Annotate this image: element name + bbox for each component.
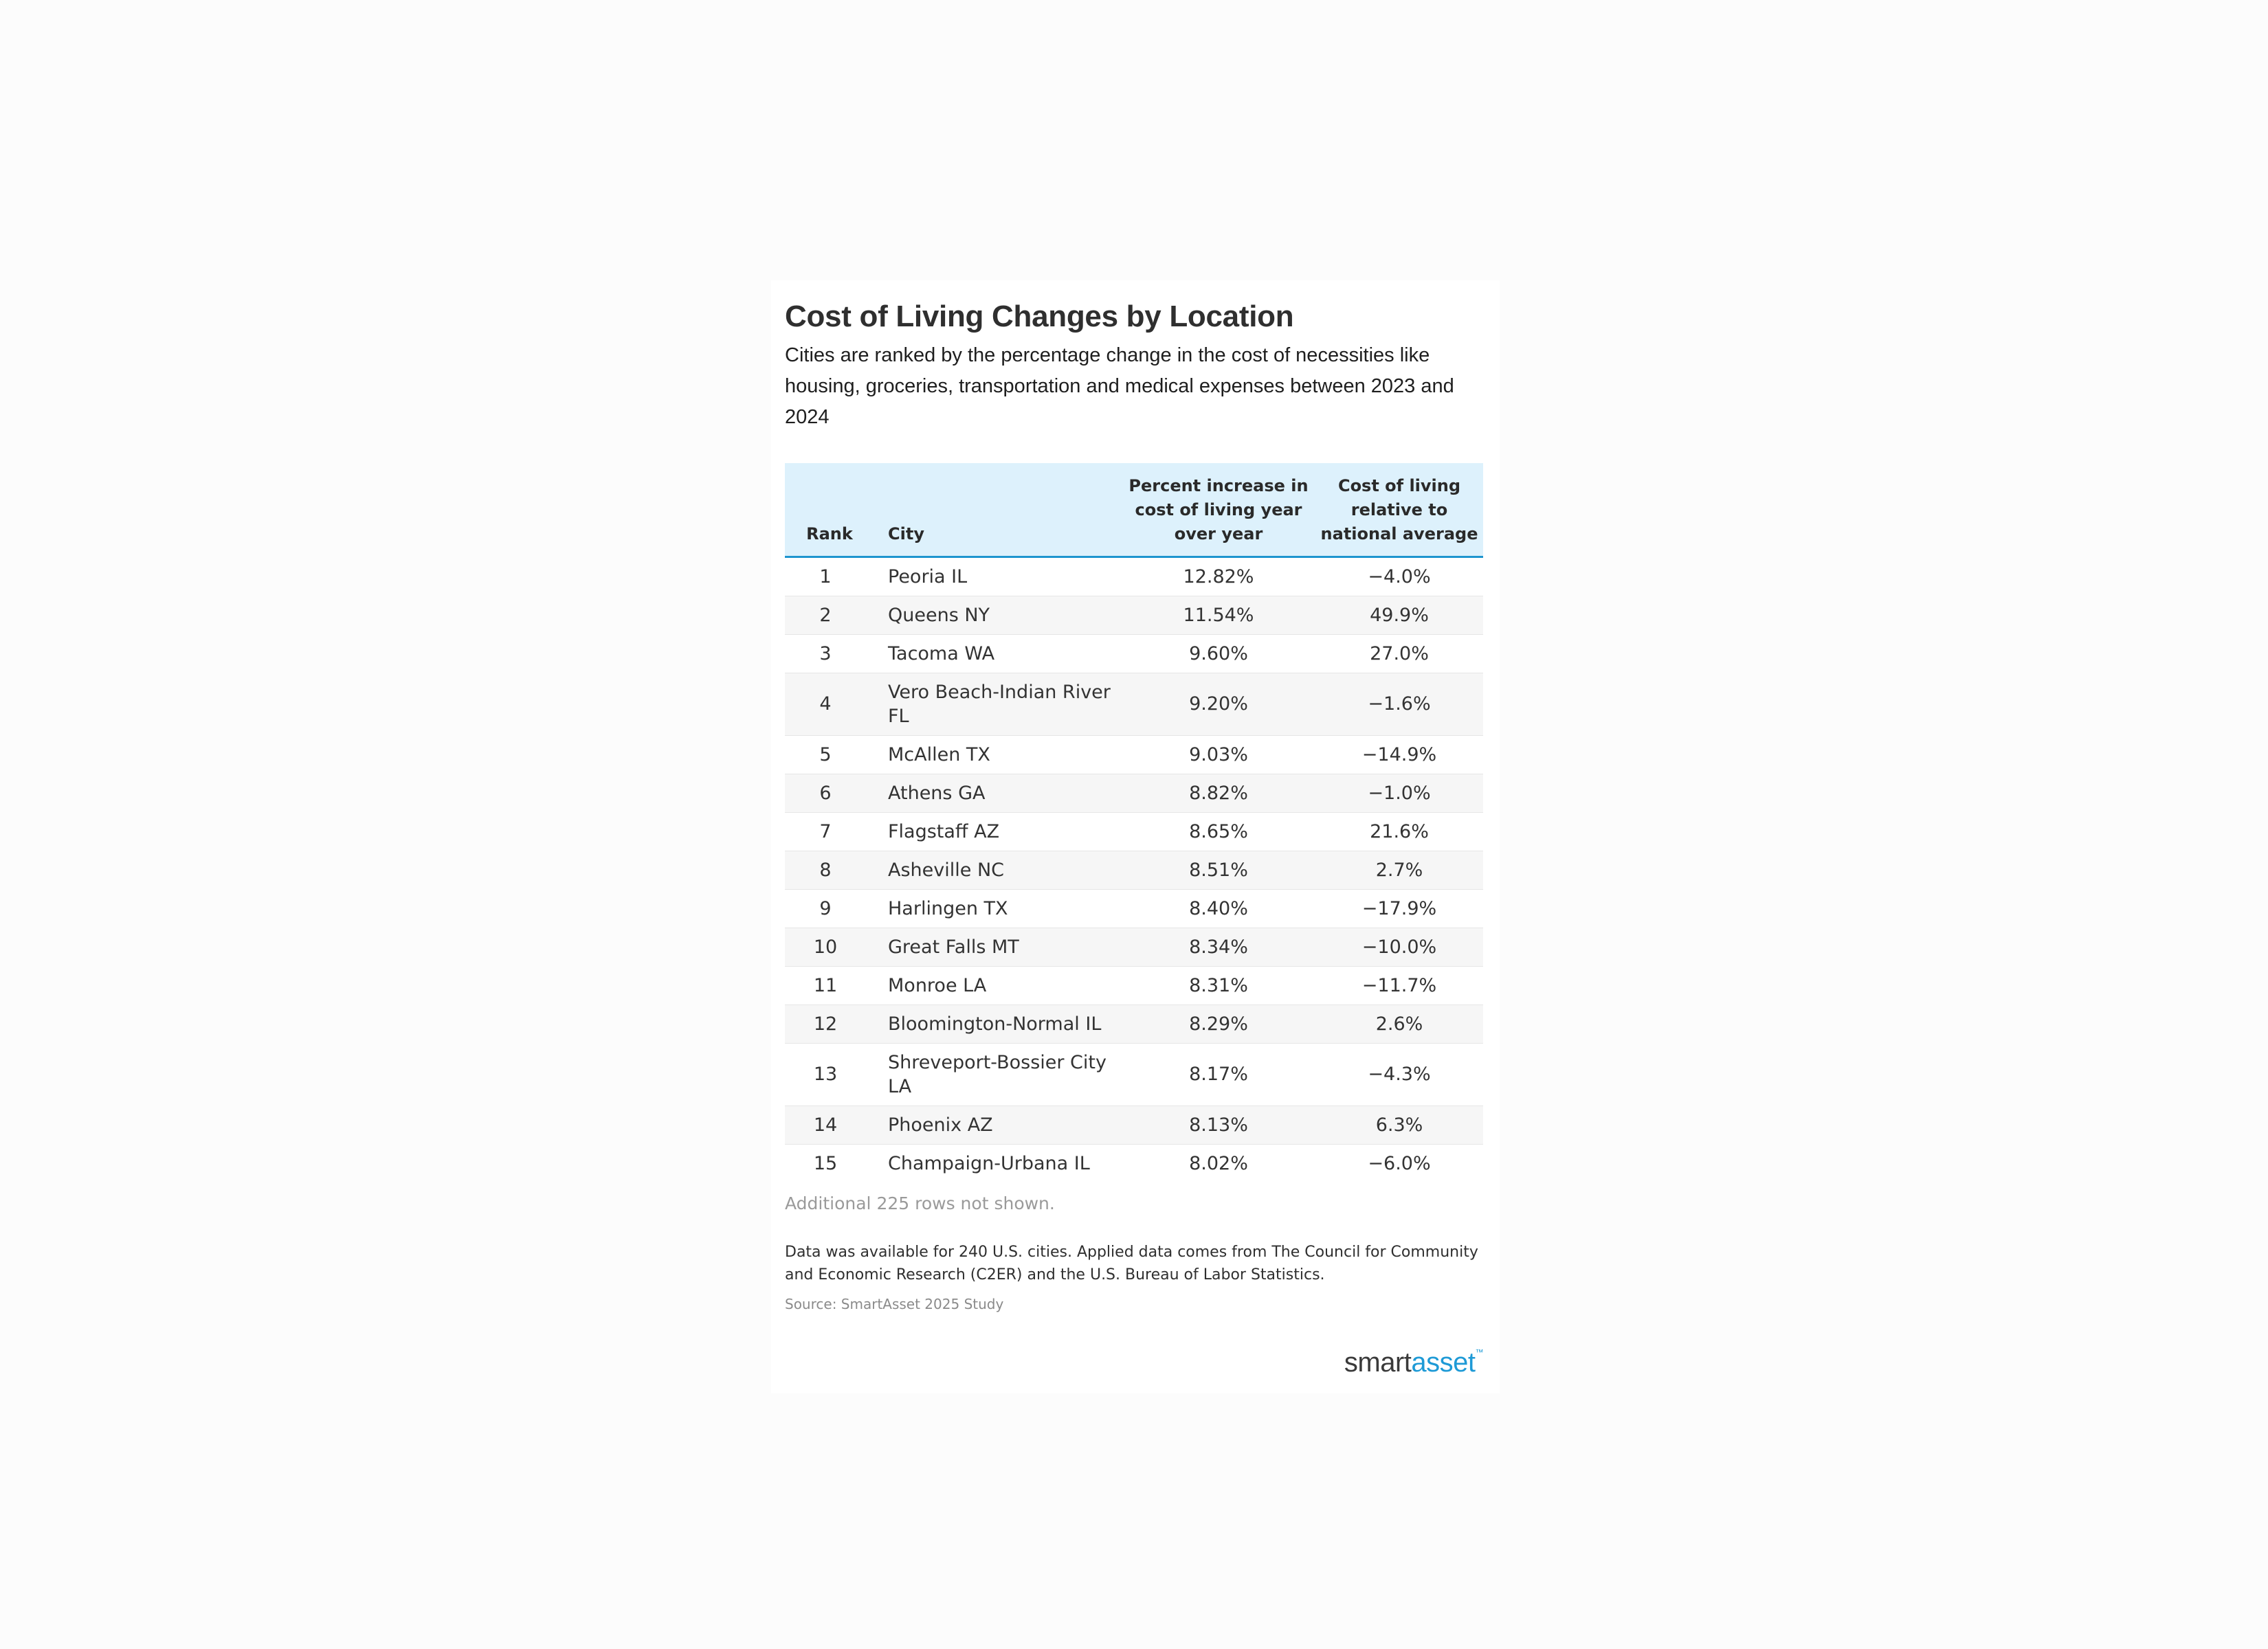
header-city[interactable]: City bbox=[887, 463, 1122, 557]
cell-rank: 13 bbox=[785, 1043, 887, 1106]
cell-city: McAllen TX bbox=[887, 735, 1122, 774]
cell-rank: 12 bbox=[785, 1005, 887, 1043]
cell-percent-increase: 11.54% bbox=[1122, 596, 1315, 634]
chart-card bbox=[771, 280, 1500, 1393]
cell-relative-cost: −1.0% bbox=[1315, 774, 1483, 812]
table-row bbox=[785, 851, 1483, 889]
table-body bbox=[785, 557, 1483, 1182]
cell-relative-cost: 21.6% bbox=[1315, 812, 1483, 851]
table-row bbox=[785, 1005, 1483, 1043]
cell-city: Phoenix AZ bbox=[887, 1106, 1122, 1144]
cell-relative-cost: −17.9% bbox=[1315, 889, 1483, 928]
cell-relative-cost: −1.6% bbox=[1315, 673, 1483, 735]
cell-percent-increase: 12.82% bbox=[1122, 557, 1315, 596]
cell-city: Flagstaff AZ bbox=[887, 812, 1122, 851]
cell-rank: 8 bbox=[785, 851, 887, 889]
source-note: Source: SmartAsset 2025 Study bbox=[785, 1295, 1004, 1312]
cell-city: Monroe LA bbox=[887, 966, 1122, 1005]
cell-rank: 15 bbox=[813, 1152, 838, 1174]
cell-city: Harlingen TX bbox=[887, 889, 1122, 928]
cell-percent-increase: 8.31% bbox=[1122, 966, 1315, 1005]
table-header bbox=[785, 463, 1483, 557]
smartasset-logo bbox=[1344, 1347, 1483, 1378]
cell-relative-cost: 27.0% bbox=[1315, 634, 1483, 673]
cell-rank: 5 bbox=[785, 735, 887, 774]
cell-rank: 3 bbox=[785, 634, 887, 673]
cell-rank: 14 bbox=[785, 1106, 887, 1144]
logo-trademark: ™ bbox=[1475, 1347, 1483, 1357]
cell-rank: 9 bbox=[785, 889, 887, 928]
cell-relative-cost: 6.3% bbox=[1315, 1106, 1483, 1144]
cell-percent-increase: 8.17% bbox=[1122, 1043, 1315, 1106]
cell-city: Queens NY bbox=[887, 596, 1122, 634]
header-row bbox=[785, 463, 1483, 557]
data-table bbox=[785, 463, 1483, 1182]
cell-percent-increase: 8.65% bbox=[1122, 812, 1315, 851]
cell-relative-cost: −10.0% bbox=[1315, 928, 1483, 966]
cell-relative-cost: −11.7% bbox=[1315, 966, 1483, 1005]
header-rank[interactable]: Rank bbox=[785, 463, 887, 557]
chart-title: Cost of Living Changes by Location bbox=[785, 300, 1294, 333]
cell-percent-increase: 8.13% bbox=[1122, 1106, 1315, 1144]
table-row bbox=[785, 889, 1483, 928]
table-row bbox=[785, 928, 1483, 966]
table-row bbox=[785, 774, 1483, 812]
cell-rank: 2 bbox=[785, 596, 887, 634]
cell-city: Peoria IL bbox=[887, 557, 1122, 596]
table-row bbox=[785, 812, 1483, 851]
cell-city: Shreveport-Bossier City LA bbox=[887, 1043, 1122, 1106]
footnote: Data was available for 240 U.S. cities. Applied data comes from The Council for Community and Economic Research (C2ER) and the U.S. Bureau of Labor Statistics. bbox=[785, 1243, 1478, 1283]
cell-relative-cost: −6.0% bbox=[1368, 1152, 1431, 1174]
table-row bbox=[785, 966, 1483, 1005]
cell-percent-increase: 9.03% bbox=[1122, 735, 1315, 774]
cell-percent-increase: 9.20% bbox=[1122, 673, 1315, 735]
table-row bbox=[785, 1144, 1483, 1182]
table-row bbox=[785, 634, 1483, 673]
cell-city: Bloomington-Normal IL bbox=[887, 1005, 1122, 1043]
cell-percent-increase: 9.60% bbox=[1122, 634, 1315, 673]
chart-subtitle: Cities are ranked by the percentage change in the cost of necessities like housing, groceries, transportation and medical expenses between 2023 and 2024 bbox=[785, 344, 1454, 428]
cell-percent-increase: 8.40% bbox=[1122, 889, 1315, 928]
table-row bbox=[785, 735, 1483, 774]
cell-rank: 4 bbox=[785, 673, 887, 735]
cell-city: Athens GA bbox=[887, 774, 1122, 812]
cell-city: Vero Beach-Indian River FL bbox=[887, 673, 1122, 735]
cell-rank: 7 bbox=[785, 812, 887, 851]
table-row bbox=[785, 673, 1483, 735]
cell-percent-increase: 8.02% bbox=[1189, 1152, 1248, 1174]
cell-percent-increase: 8.29% bbox=[1122, 1005, 1315, 1043]
cell-relative-cost: −4.3% bbox=[1315, 1043, 1483, 1106]
table-row bbox=[785, 557, 1483, 596]
cell-relative-cost: −4.0% bbox=[1315, 557, 1483, 596]
cell-percent-increase: 8.34% bbox=[1122, 928, 1315, 966]
cell-percent-increase: 8.82% bbox=[1122, 774, 1315, 812]
cell-rank: 1 bbox=[785, 557, 887, 596]
cell-city: Champaign-Urbana IL bbox=[888, 1152, 1090, 1174]
table-row bbox=[785, 596, 1483, 634]
more-rows-note: Additional 225 rows not shown. bbox=[785, 1193, 1055, 1213]
cell-rank: 11 bbox=[785, 966, 887, 1005]
table-row bbox=[785, 1106, 1483, 1144]
cell-city: Great Falls MT bbox=[887, 928, 1122, 966]
cell-relative-cost: 2.7% bbox=[1315, 851, 1483, 889]
table-row bbox=[785, 1043, 1483, 1106]
cell-relative-cost: −14.9% bbox=[1315, 735, 1483, 774]
logo-text-smart: smart bbox=[1344, 1347, 1412, 1378]
cell-rank: 6 bbox=[785, 774, 887, 812]
chart-content bbox=[785, 300, 1483, 1312]
logo-text-asset: asset bbox=[1411, 1347, 1476, 1378]
cell-city: Tacoma WA bbox=[887, 634, 1122, 673]
cell-city: Asheville NC bbox=[887, 851, 1122, 889]
header-relative-cost[interactable]: Cost of living relative to national average bbox=[1315, 463, 1483, 557]
cell-relative-cost: 49.9% bbox=[1315, 596, 1483, 634]
cell-rank: 10 bbox=[785, 928, 887, 966]
cell-percent-increase: 8.51% bbox=[1122, 851, 1315, 889]
cell-relative-cost: 2.6% bbox=[1315, 1005, 1483, 1043]
header-percent-increase[interactable]: Percent increase in cost of living year over year bbox=[1122, 463, 1315, 557]
